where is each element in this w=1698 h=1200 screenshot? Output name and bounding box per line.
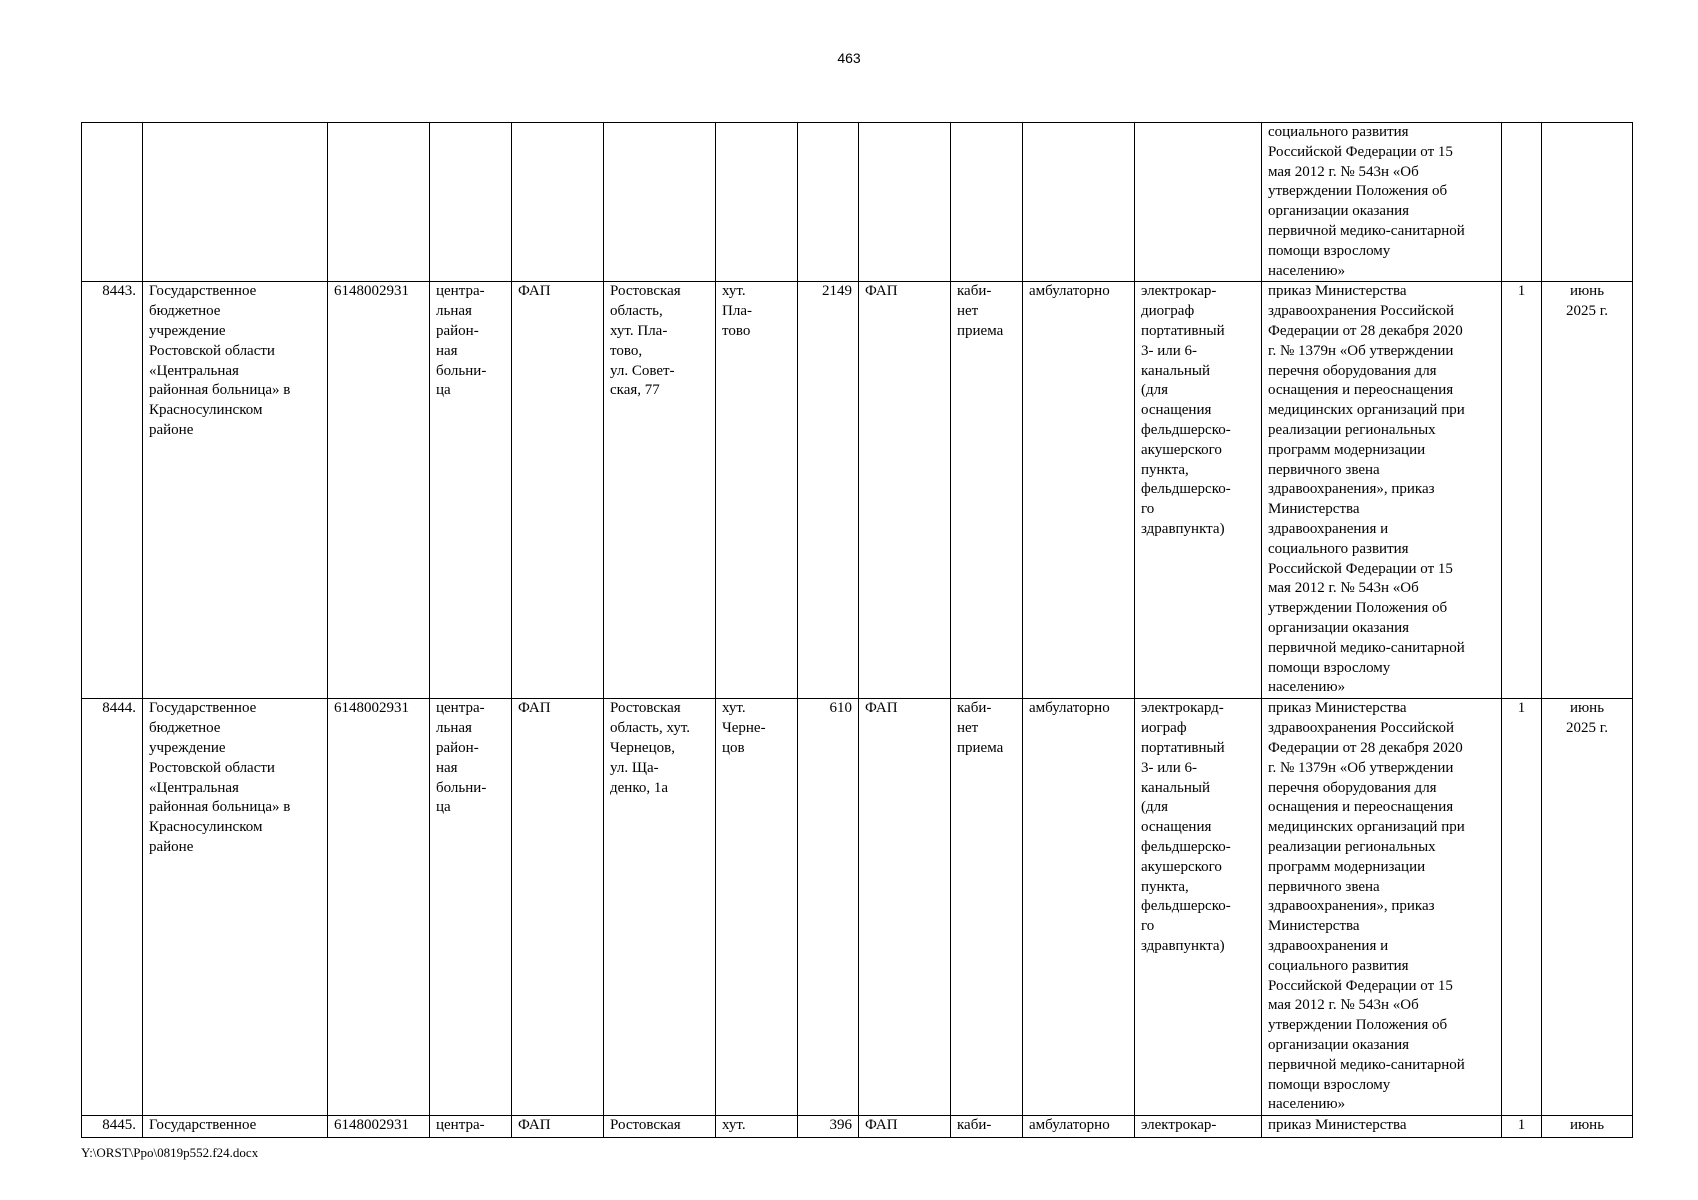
cell-date: июнь 2025 г.: [1542, 282, 1633, 699]
cell-org-type: центра- льная район- ная больни- ца: [430, 699, 512, 1116]
cell-settlement: [716, 123, 798, 282]
cell-date: июнь: [1542, 1116, 1633, 1138]
equipment-table: [81, 122, 1633, 1138]
cell-unit-2: ФАП: [859, 1116, 951, 1138]
table-row: [82, 282, 1633, 699]
cell-number: 8445.: [82, 1116, 143, 1138]
cell-inn: [328, 123, 430, 282]
cell-equipment: электрокар- диограф портативный 3- или 6- канальный (для оснащения фельдшерско- акушерского пункта, фельдшерско- го здравпункта): [1135, 282, 1262, 699]
cell-organization: Государственное: [143, 1116, 328, 1138]
cell-org-type: центра-: [430, 1116, 512, 1138]
cell-number: 8443.: [82, 282, 143, 699]
cell-care-type: амбулаторно: [1023, 282, 1135, 699]
cell-unit-2: [859, 123, 951, 282]
cell-equipment: электрокард- иограф портативный 3- или 6- канальный (для оснащения фельдшерско- акушерского пункта, фельдшерско- го здравпункта): [1135, 699, 1262, 1116]
cell-population: 610: [798, 699, 859, 1116]
table-row: [82, 699, 1633, 1116]
page-number: 463: [837, 50, 861, 66]
cell-unit: ФАП: [512, 282, 604, 699]
cell-date: [1542, 123, 1633, 282]
cell-equipment: [1135, 123, 1262, 282]
cell-equipment: электрокар-: [1135, 1116, 1262, 1138]
cell-org-type: [430, 123, 512, 282]
cell-basis: приказ Министерства здравоохранения Российской Федерации от 28 декабря 2020 г. № 1379н «Об утверждении перечня оборудования для оснащения и переоснащения медицинских организаций при реализации региональных программ модернизации первичного звена здравоохранения», приказ Министерства здравоохранения и социального развития Российской Федерации от 15 мая 2012 г. № 543н «Об утверждении Положения об организации оказания первичной медико-санитарной помощи взрослому населению»: [1262, 699, 1502, 1116]
cell-quantity: 1: [1502, 699, 1542, 1116]
cell-population: [798, 123, 859, 282]
cell-number: 8444.: [82, 699, 143, 1116]
cell-unit-2: ФАП: [859, 699, 951, 1116]
table-row-continuation: [82, 123, 1633, 282]
cell-settlement: хут. Пла- тово: [716, 282, 798, 699]
cell-room: [951, 123, 1023, 282]
cell-unit: [512, 123, 604, 282]
cell-inn: 6148002931: [328, 282, 430, 699]
cell-settlement: хут. Черне- цов: [716, 699, 798, 1116]
table-row: [82, 1116, 1633, 1138]
cell-organization: [143, 123, 328, 282]
cell-quantity: 1: [1502, 1116, 1542, 1138]
cell-basis: приказ Министерства здравоохранения Российской Федерации от 28 декабря 2020 г. № 1379н «Об утверждении перечня оборудования для оснащения и переоснащения медицинских организаций при реализации региональных программ модернизации первичного звена здравоохранения», приказ Министерства здравоохранения и социального развития Российской Федерации от 15 мая 2012 г. № 543н «Об утверждении Положения об организации оказания первичной медико-санитарной помощи взрослому населению»: [1262, 282, 1502, 699]
cell-population: 2149: [798, 282, 859, 699]
cell-settlement: хут.: [716, 1116, 798, 1138]
cell-address: Ростовская область, хут. Пла- тово, ул. Совет- ская, 77: [604, 282, 716, 699]
footer-file-path: Y:\ORST\Ppo\0819p552.f24.docx: [81, 1145, 259, 1160]
cell-basis: социального развития Российской Федерации от 15 мая 2012 г. № 543н «Об утверждении Положения об организации оказания первичной медико-санитарной помощи взрослому населению»: [1262, 123, 1502, 282]
cell-room: каби- нет приема: [951, 282, 1023, 699]
cell-care-type: амбулаторно: [1023, 1116, 1135, 1138]
cell-organization: Государственное бюджетное учреждение Ростовской области «Центральная районная больница» в Красносулинском районе: [143, 282, 328, 699]
cell-quantity: 1: [1502, 282, 1542, 699]
cell-inn: 6148002931: [328, 1116, 430, 1138]
cell-address: [604, 123, 716, 282]
cell-quantity: [1502, 123, 1542, 282]
cell-population: 396: [798, 1116, 859, 1138]
cell-number: [82, 123, 143, 282]
cell-date: июнь 2025 г.: [1542, 699, 1633, 1116]
cell-basis: приказ Министерства: [1262, 1116, 1502, 1138]
cell-organization: Государственное бюджетное учреждение Ростовской области «Центральная районная больница» в Красносулинском районе: [143, 699, 328, 1116]
cell-address: Ростовская область, хут. Чернецов, ул. Ща- денко, 1а: [604, 699, 716, 1116]
cell-room: каби-: [951, 1116, 1023, 1138]
cell-unit: ФАП: [512, 1116, 604, 1138]
cell-room: каби- нет приема: [951, 699, 1023, 1116]
cell-care-type: амбулаторно: [1023, 699, 1135, 1116]
cell-unit-2: ФАП: [859, 282, 951, 699]
cell-address: Ростовская: [604, 1116, 716, 1138]
cell-org-type: центра- льная район- ная больни- ца: [430, 282, 512, 699]
cell-inn: 6148002931: [328, 699, 430, 1116]
cell-care-type: [1023, 123, 1135, 282]
cell-unit: ФАП: [512, 699, 604, 1116]
